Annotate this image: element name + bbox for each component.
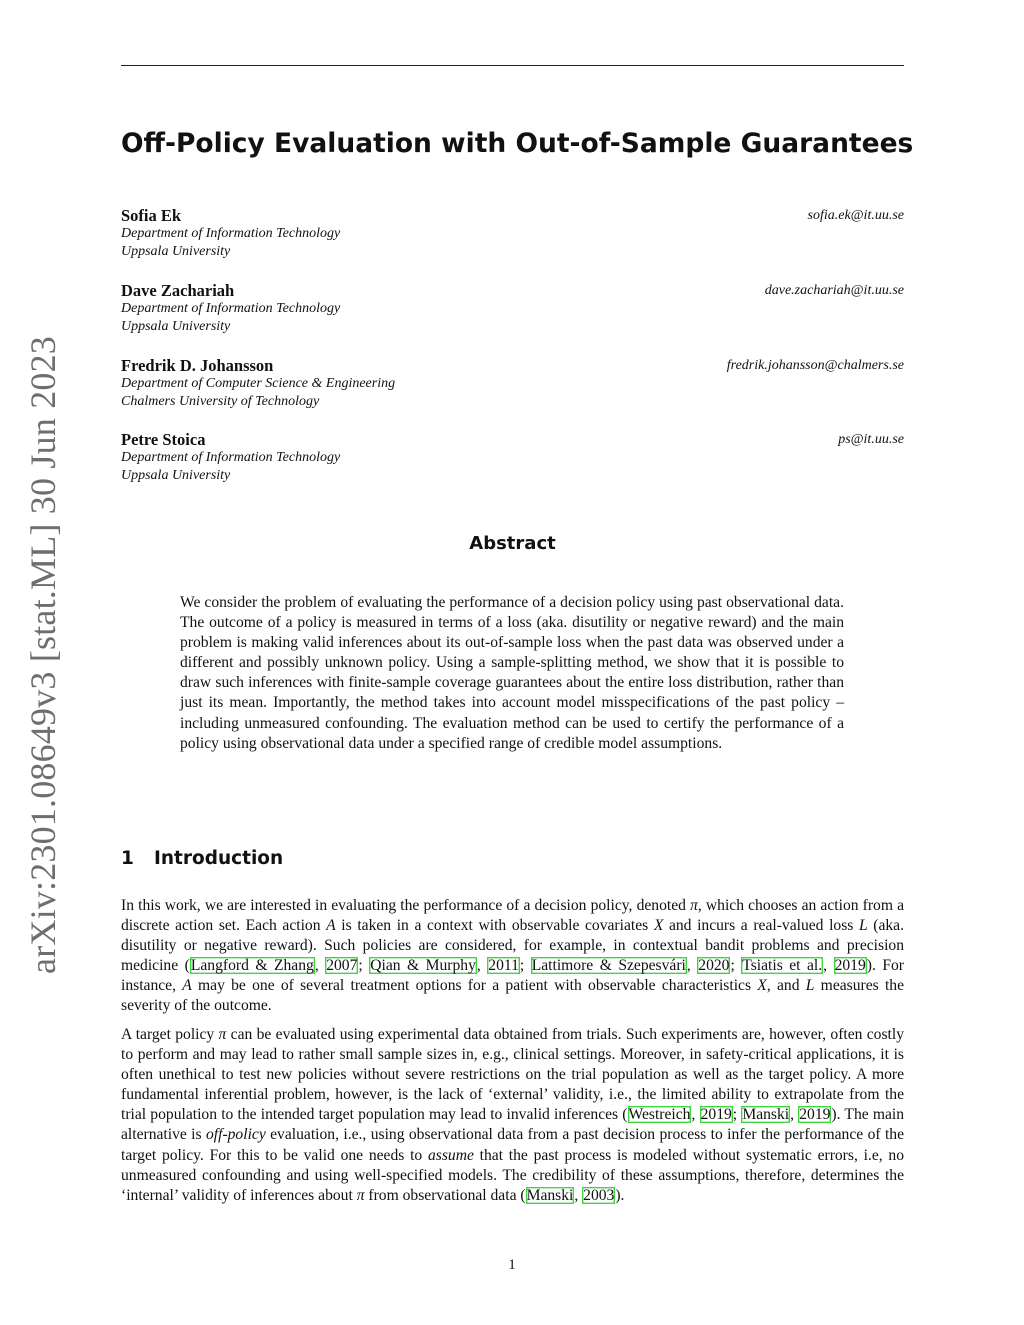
section-title: Introduction xyxy=(154,848,284,869)
author-department: Department of Information Technology xyxy=(121,450,341,465)
author-name: Fredrik D. Johansson xyxy=(121,356,274,375)
citation-year-link[interactable]: 2011 xyxy=(488,957,519,975)
author-department: Department of Information Technology xyxy=(121,226,341,241)
citation-link[interactable]: Manski xyxy=(742,1106,790,1124)
citation-year-link[interactable]: 2007 xyxy=(326,957,358,975)
emphasis: off-policy xyxy=(205,1126,266,1144)
author-institution: Uppsala University xyxy=(121,468,231,483)
author-block xyxy=(121,206,904,286)
author-block xyxy=(121,356,904,436)
author-name: Dave Zachariah xyxy=(121,281,235,300)
math-symbol: π xyxy=(356,1186,365,1204)
author-email: fredrik.johansson@chalmers.se xyxy=(726,358,904,373)
author-block xyxy=(121,430,904,510)
abstract-text: We consider the problem of evaluating the performance of a decision policy using past observational data. The outcome of a policy is measured in terms of a loss (aka. disutility or negative reward) and the main problem is making valid inferences about its out-of-sample loss when the past data was observed under a different and possibly unknown policy. Using a sample-splitting method, we show that it is possible to draw such inferences with finite-sample coverage guarantees about the entire loss distribution, rather than just its mean. Importantly, the method takes into account model misspecifications of the past policy – including unmeasured confounding. The evaluation method can be used to certify the performance of a policy using observational data under a specified range of credible model assumptions. xyxy=(180,594,844,752)
citation-year-link[interactable]: 2003 xyxy=(583,1186,615,1204)
math-symbol: π xyxy=(690,897,698,914)
intro-paragraph-2: A target policy π can be evaluated using experimental data obtained from trials. Such experiments are, however, often costly to perform and may lead to rather small sample sizes in, e.g., clinical settings. Moreover, in safety-critical applications, it is often unethical to test new policies without severe restrictions on the trial population as well as the target policy. A more fundamental inferential problem, however, is the lack of ‘external’ validity, i.e., the limited ability to extrapolate from the trial population to the intended target population may lead to invalid inferences (Westreich, 2019; Manski, 2019). The main alternative is off-policy evaluation, i.e., using observational data from a past decision process to infer the performance of the target policy. For this to be valid one needs to assume that the past process is modeled without systematic errors, i.e, no unmeasured confounding and using well-specified models. The credibility of these assumptions, therefore, determines the ‘internal’ validity of inferences about π from observational data (Manski, 2003). xyxy=(121,1026,905,1204)
math-symbol: L xyxy=(805,977,815,995)
citation-link[interactable]: Manski xyxy=(526,1186,574,1204)
citation-link[interactable]: Tsiatis et al. xyxy=(742,957,823,975)
author-institution: Chalmers University of Technology xyxy=(121,394,320,409)
author-email: sofia.ek@it.uu.se xyxy=(807,208,904,223)
math-symbol: X xyxy=(653,917,664,935)
math-symbol: L xyxy=(858,917,868,935)
citation-year-link[interactable]: 2019 xyxy=(834,957,866,975)
author-name: Sofia Ek xyxy=(121,206,182,225)
page-number: 1 xyxy=(508,1257,516,1273)
arxiv-stamp-text: arXiv:2301.08649v3 [stat.ML] 30 Jun 2023 xyxy=(23,335,63,974)
author-institution: Uppsala University xyxy=(121,319,231,334)
math-symbol: A xyxy=(182,977,192,995)
author-department: Department of Information Technology xyxy=(121,301,341,316)
citation-link[interactable]: Langford & Zhang xyxy=(190,957,314,975)
author-email: dave.zachariah@it.uu.se xyxy=(764,283,904,298)
emphasis: assume xyxy=(427,1146,474,1164)
math-symbol: A xyxy=(326,917,336,935)
author-email: ps@it.uu.se xyxy=(838,432,904,447)
math-symbol: π xyxy=(218,1026,227,1043)
intro-paragraph-1: In this work, we are interested in evaluating the performance of a decision policy, denoted π, which chooses an action from a discrete action set. Each action A is taken in a context with observable covariates X and incurs a real-valued loss L (aka. disutility or negative reward). Such policies are considered, for example, in contextual bandit problems and precision medicine (Langford & Zhang, 2007; Qian & Murphy, 2011; Lattimore & Szepesvári, 2020; Tsiatis et al., 2019). For instance, A may be one of several treatment options for a patient with observable characteristics X, and L measures the severity of the outcome. xyxy=(121,897,905,1015)
citation-link[interactable]: Qian & Murphy xyxy=(370,957,476,975)
paper-title: Off-Policy Evaluation with Out-of-Sample Guarantees xyxy=(121,128,914,159)
citation-link[interactable]: Lattimore & Szepesvári xyxy=(531,957,686,975)
author-institution: Uppsala University xyxy=(121,244,231,259)
author-block xyxy=(121,281,904,361)
citation-link[interactable]: Westreich xyxy=(628,1106,691,1124)
section-number: 1 xyxy=(121,848,134,869)
citation-year-link[interactable]: 2020 xyxy=(698,957,730,975)
math-symbol: X xyxy=(757,977,767,995)
author-name: Petre Stoica xyxy=(121,430,206,449)
author-department: Department of Computer Science & Engineering xyxy=(121,376,396,391)
citation-year-link[interactable]: 2019 xyxy=(700,1106,732,1124)
section-heading xyxy=(121,848,283,869)
citation-year-link[interactable]: 2019 xyxy=(799,1106,831,1124)
top-rule xyxy=(121,65,904,66)
abstract-heading: Abstract xyxy=(469,533,556,554)
arxiv-stamp xyxy=(8,335,78,974)
